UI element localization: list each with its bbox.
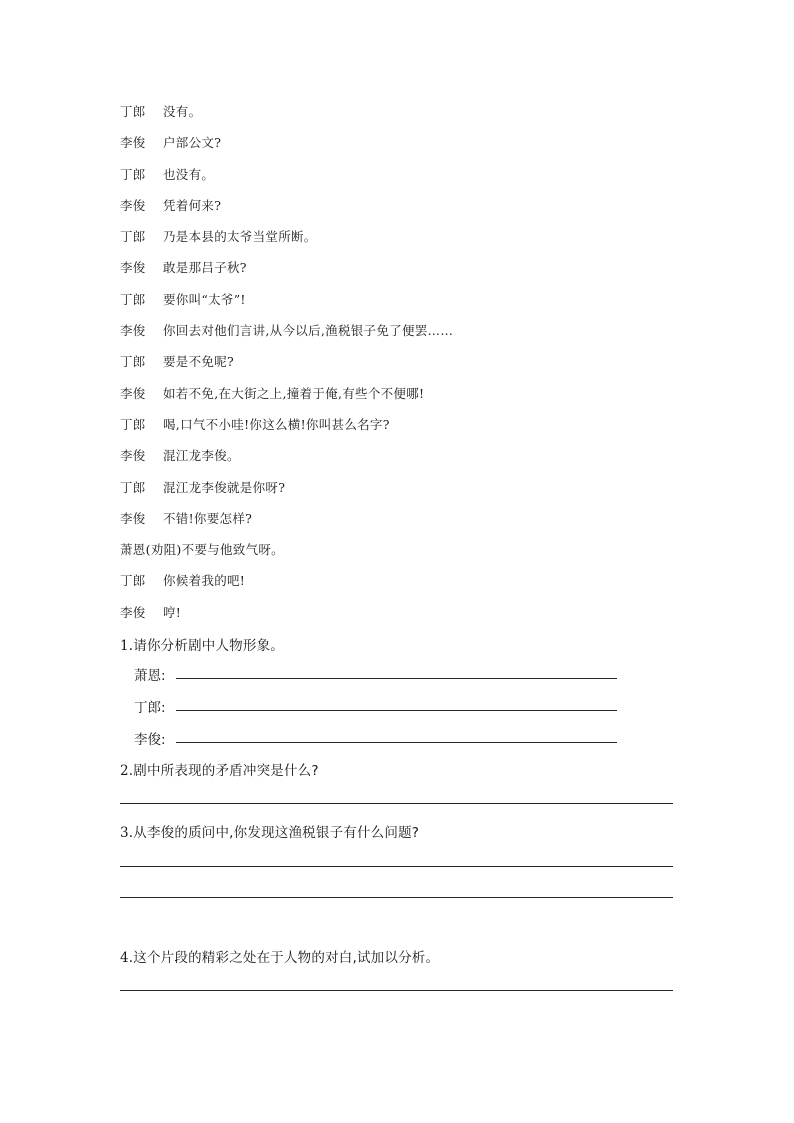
speaker-name: 丁郎	[120, 104, 146, 119]
dialogue-text: 不错!你要怎样?	[163, 510, 253, 526]
dialogue-line	[120, 289, 680, 320]
dialogue-text: 喝,口气不小哇!你这么横!你叫甚么名字?	[163, 416, 390, 432]
speaker-name: 李俊	[120, 448, 146, 464]
dialogue-line	[120, 320, 680, 351]
dialogue-line	[120, 539, 680, 570]
answer-line-q3b[interactable]	[120, 897, 673, 898]
dialogue-line	[120, 508, 680, 539]
speaker-name: 李俊	[120, 135, 146, 151]
speaker-name: 丁郎	[120, 479, 146, 495]
answer-line-li-jun[interactable]	[176, 742, 617, 743]
dialogue-line	[120, 445, 680, 476]
speaker-name: 李俊	[120, 510, 146, 526]
character-label-xiao-en: 萧恩:	[134, 668, 166, 684]
answer-line-q4[interactable]	[120, 990, 673, 991]
dialogue-text: 户部公文?	[163, 135, 222, 151]
dialogue-text: 没有。	[163, 104, 202, 119]
answer-line-ding-lang[interactable]	[176, 710, 617, 711]
dialogue-text: 乃是本县的太爷当堂所断。	[163, 229, 317, 245]
question-text: 剧中所表现的矛盾冲突是什么?	[133, 763, 319, 779]
character-label-li-jun: 李俊:	[134, 732, 166, 748]
dialogue-text: 混江龙李俊。	[163, 448, 240, 464]
question-1	[120, 634, 284, 654]
dialogue-text: 如若不免,在大街之上,撞着于俺,有些个不便哪!	[163, 385, 425, 401]
dialogue-line	[120, 195, 680, 226]
speaker-name: 丁郎	[120, 229, 146, 245]
dialogue-line	[120, 257, 680, 288]
question-number: 3.	[120, 825, 134, 841]
question-2	[120, 759, 319, 779]
dialogue-line	[120, 602, 680, 633]
dialogue-text: 要是不免呢?	[163, 354, 235, 370]
question-text: 请你分析剧中人物形象。	[133, 638, 284, 654]
question-number: 4.	[120, 950, 134, 966]
question-4	[120, 946, 439, 966]
dialogue-line	[120, 164, 680, 195]
dialogue-line	[120, 477, 680, 508]
dialogue-text: 凭着何来?	[163, 197, 222, 213]
dialogue-text: 敢是那吕子秋?	[163, 260, 247, 276]
dialogue-text: 要你叫“太爷”!	[163, 291, 246, 307]
question-text: 从李俊的质问中,你发现这渔税银子有什么问题?	[133, 825, 420, 841]
question-number: 2.	[120, 763, 134, 779]
dialogue-line	[120, 383, 680, 414]
speaker-name: 丁郎	[120, 291, 146, 307]
question-number: 1.	[120, 638, 134, 654]
script-dialogue	[120, 101, 680, 633]
speaker-name: 李俊	[120, 197, 146, 213]
speaker-name: 丁郎	[120, 354, 146, 370]
speaker-name: 丁郎	[120, 166, 146, 182]
dialogue-text: 你回去对他们言讲,从今以后,渔税银子免了便罢……	[163, 323, 454, 339]
dialogue-text: 也没有。	[163, 166, 215, 182]
speaker-name: 萧恩(劝阻)	[120, 542, 182, 558]
dialogue-text: 哼!	[163, 604, 182, 620]
question-text: 这个片段的精彩之处在于人物的对白,试加以分析。	[133, 950, 440, 966]
dialogue-text: 你候着我的吧!	[163, 573, 246, 589]
speaker-name: 李俊	[120, 260, 146, 276]
answer-line-q3a[interactable]	[120, 866, 673, 867]
answer-line-q2[interactable]	[120, 803, 673, 804]
speaker-name: 李俊	[120, 385, 146, 401]
speaker-name: 丁郎	[120, 416, 146, 432]
character-label-ding-lang: 丁郎:	[134, 700, 166, 716]
speaker-name: 丁郎	[120, 573, 146, 589]
dialogue-text: 混江龙李俊就是你呀?	[163, 479, 286, 495]
speaker-name: 李俊	[120, 323, 146, 339]
dialogue-line	[120, 226, 680, 257]
dialogue-line	[120, 414, 680, 445]
dialogue-line	[120, 351, 680, 382]
dialogue-line	[120, 570, 680, 601]
dialogue-line	[120, 101, 680, 132]
dialogue-text: 不要与他致气呀。	[181, 542, 284, 558]
dialogue-line	[120, 132, 680, 163]
question-3	[120, 821, 419, 841]
speaker-name: 李俊	[120, 604, 146, 620]
answer-line-xiao-en[interactable]	[176, 678, 617, 679]
